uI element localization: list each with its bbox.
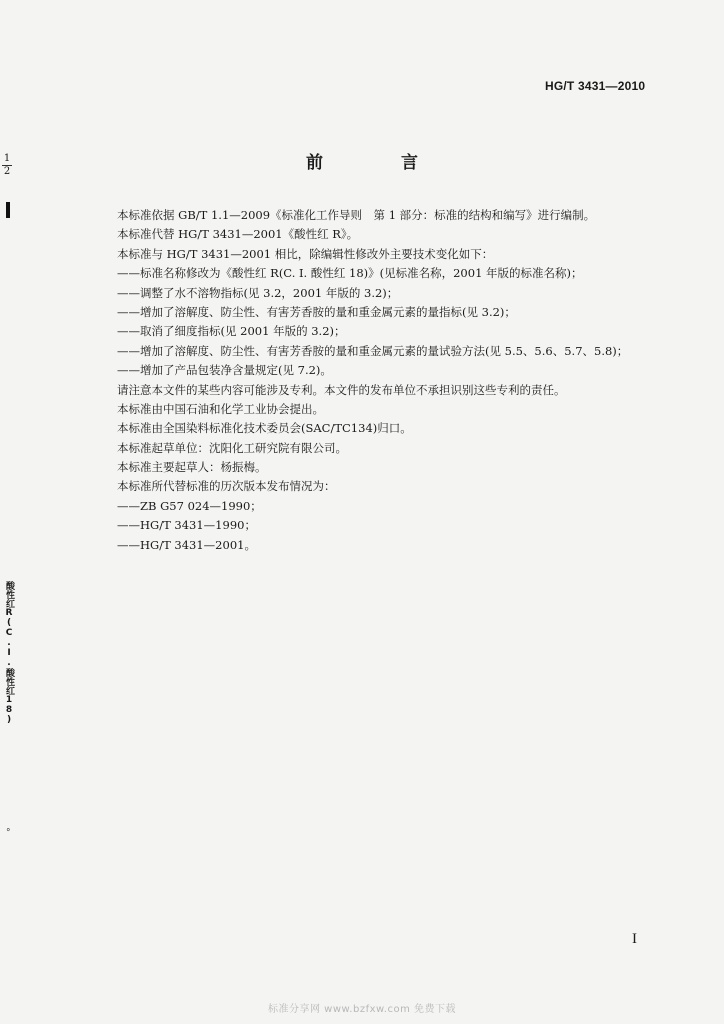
body-line: 本标准由中国石油和化学工业协会提出。 [117,401,324,416]
body-line: 本标准依据 GB/T 1.1—2009《标准化工作导则 第 1 部分：标准的结构和编写》进行编制。 [117,208,596,222]
margin-fraction [2,154,12,177]
body-line: 本标准主要起草人：杨振梅。 [117,460,267,475]
body-line: 本标准由全国染料标准化技术委员会(SAC/TC134)归口。 [117,421,412,436]
page-title: 前 言 [306,153,454,173]
body-line: ——取消了细度指标(见 2001 年版的 3.2)； [117,324,346,339]
page-number: I [632,931,637,947]
body-line: 本标准起草单位：沈阳化工研究院有限公司。 [117,440,347,455]
fraction-numerator: 1 [3,153,11,164]
body-line: 本标准代替 HG/T 3431—2001《酸性红 R》。 [117,227,359,242]
fraction-denominator: 2 [3,166,11,177]
body-line: ——ZB G57 024—1990； [117,498,262,513]
body-line: ——标准名称修改为《酸性红 R(C. I. 酸性红 18)》(见标准名称，2001 年版的标准名称)； [117,266,583,281]
body-line: ——HG/T 3431—1990； [117,518,256,533]
body-line: ——增加了产品包装净含量规定(见 7.2)。 [117,363,332,378]
standard-code: HG/T 3431—2010 [545,79,646,93]
margin-vertical-title: 酸性红R(C.I.酸性红18) [4,581,14,725]
body-line: ——增加了溶解度、防尘性、有害芳香胺的量和重金属元素的量指标(见 3.2)； [117,304,516,319]
margin-dot: ° [6,828,11,838]
margin-black-mark [6,202,10,218]
body-line: ——HG/T 3431—2001。 [117,537,256,552]
body-line: ——增加了溶解度、防尘性、有害芳香胺的量和重金属元素的量试验方法(见 5.5、5.6、5.7、5.8)； [117,343,629,358]
foreword-body [117,206,677,555]
body-line: 本标准与 HG/T 3431—2001 相比，除编辑性修改外主要技术变化如下： [117,246,494,261]
body-line: 请注意本文件的某些内容可能涉及专利。本文件的发布单位不承担识别这些专利的责任。 [117,382,566,397]
footer-watermark: 标准分享网 www.bzfxw.com 免费下载 [268,1004,456,1015]
body-line: ——调整了水不溶物指标(见 3.2，2001 年版的 3.2)； [117,285,399,300]
body-line: 本标准所代替标准的历次版本发布情况为： [117,479,336,494]
